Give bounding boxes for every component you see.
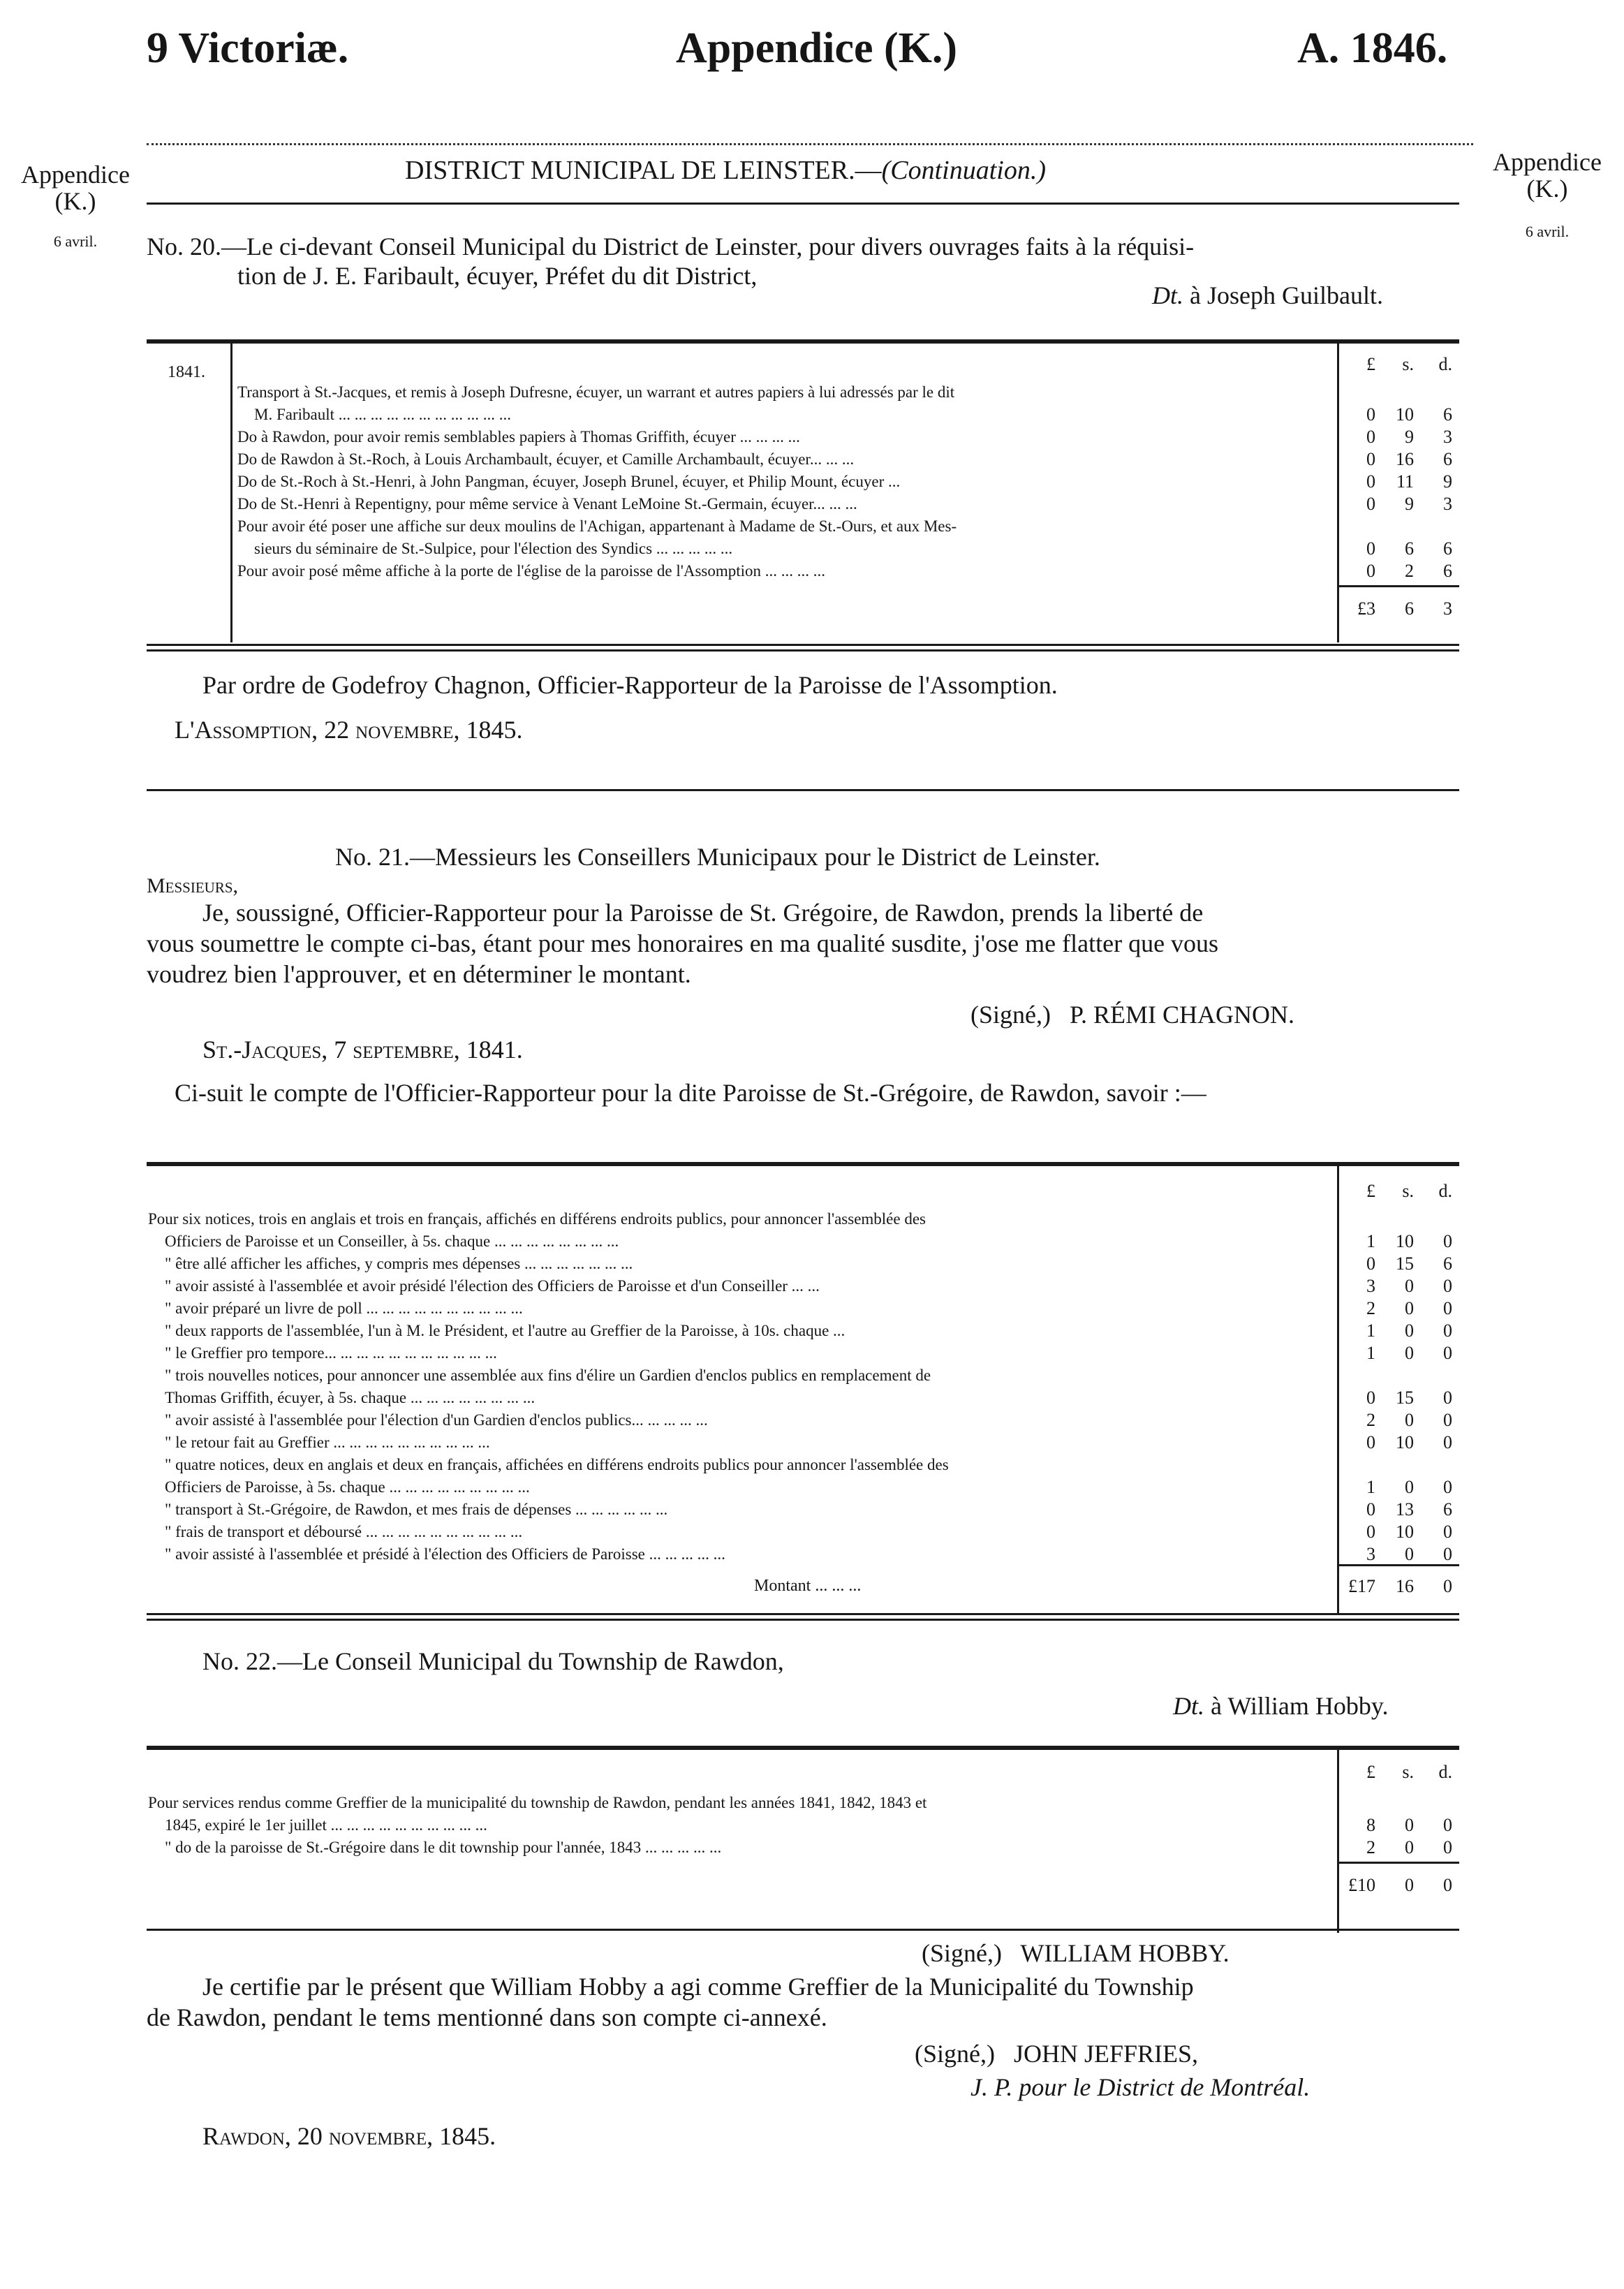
no20-creditor xyxy=(1152,279,1383,312)
no20-amount-pounds: 0 xyxy=(1366,471,1375,492)
no21-amount-divider xyxy=(1337,1166,1339,1613)
no21-item: " trois nouvelles notices, pour annoncer une assemblée aux fins d'élire un Gardien d'enclos publics en remplacement de xyxy=(165,1367,931,1384)
no21-amount-pence: 6 xyxy=(1443,1253,1452,1274)
header-rule xyxy=(147,143,1473,145)
no22-signature-2 xyxy=(915,2038,1198,2070)
no22-table-bottom-rule xyxy=(147,1929,1459,1931)
no20-creditor-name: à Joseph Guilbault. xyxy=(1183,281,1383,309)
no21-amount-row xyxy=(1348,1275,1452,1297)
no20-amount-row xyxy=(1348,538,1452,560)
no21-amount-pounds: 0 xyxy=(1366,1388,1375,1408)
no21-item: " deux rapports de l'assemblée, l'un à M. le Président, et l'autre au Greffier de la Paroisse, à 10s. chaque ... xyxy=(165,1322,846,1339)
no20-item-list xyxy=(237,381,1334,582)
no21-item: Thomas Griffith, écuyer, à 5s. chaque ... ... ... ... ... ... ... ... xyxy=(165,1389,536,1406)
no21-amount-pence: 0 xyxy=(1443,1343,1452,1363)
no20-amount-pence: 3 xyxy=(1443,494,1452,514)
no21-amount-shillings: 0 xyxy=(1405,1298,1414,1318)
no22-amount-pence: 0 xyxy=(1443,1815,1452,1835)
no21-item: " avoir préparé un livre de poll ... ... ... ... ... ... ... ... ... ... xyxy=(165,1300,523,1317)
no22-signer: WILLIAM HOBBY. xyxy=(1020,1939,1230,1967)
no20-item: Pour avoir été poser une affiche sur deux moulins de l'Achigan, appartenant à Madame de St.-Ours, et aux Mes- xyxy=(237,517,957,535)
no20-amount-pounds: 0 xyxy=(1366,494,1375,514)
no21-item: " transport à St.-Grégoire, de Rawdon, et mes frais de dépenses ... ... ... ... ... ... xyxy=(165,1501,668,1518)
no22-amount-pence xyxy=(1424,1792,1452,1814)
no22-title: No. 22.—Le Conseil Municipal du Township de Rawdon, xyxy=(202,1647,784,1675)
no21-title: No. 21.—Messieurs les Conseillers Municipaux pour le District de Leinster. xyxy=(335,843,1100,871)
no22-pound-header: £ xyxy=(1366,1762,1375,1782)
no20-table-bottom-rule-2 xyxy=(147,649,1459,652)
no21-amount-pence: 0 xyxy=(1443,1320,1452,1341)
no20-amount-shillings xyxy=(1386,381,1414,404)
no22-amount-pounds xyxy=(1348,1792,1375,1814)
no22-amount-shillings: 0 xyxy=(1405,1837,1414,1857)
no22-cert-line1: Je certifie par le présent que William Hobby a agi comme Greffier de la Municipalité du Township xyxy=(202,1973,1194,2001)
no21-signature xyxy=(970,999,1294,1031)
no20-amount-shillings: 9 xyxy=(1405,427,1414,447)
no20-amount-row xyxy=(1348,471,1452,493)
no20-table-bottom-rule xyxy=(147,644,1459,646)
no21-table-top-rule xyxy=(147,1162,1459,1166)
no20-heading-line1: No. 20.—Le ci-devant Conseil Municipal du District de Leinster, pour divers ouvrages faits à la réquisi- xyxy=(147,233,1195,260)
no21-item: " quatre notices, deux en anglais et deux en français, affichées en différens endroits publics pour annoncer l'assemblée des xyxy=(165,1456,949,1473)
no21-amount-shillings: 0 xyxy=(1405,1320,1414,1341)
no20-amount-pence: 6 xyxy=(1443,538,1452,559)
margin-left-label: Appendice xyxy=(21,161,130,189)
no21-amount-pounds: 1 xyxy=(1366,1343,1375,1363)
no20-total-shillings: 6 xyxy=(1405,598,1414,619)
no21-amount-row xyxy=(1348,1387,1452,1409)
no22-table-top-rule xyxy=(147,1746,1459,1750)
no20-total xyxy=(1348,598,1452,620)
no22-amount-row xyxy=(1348,1792,1452,1814)
no20-amount-pounds: 0 xyxy=(1366,449,1375,469)
no21-amount-pence: 0 xyxy=(1443,1276,1452,1296)
no20-amount-pounds xyxy=(1348,381,1375,404)
no21-amount-pence: 6 xyxy=(1443,1499,1452,1519)
no21-amount-pence: 0 xyxy=(1443,1410,1452,1430)
no21-amount-row xyxy=(1348,1409,1452,1431)
no21-total-pounds: £17 xyxy=(1348,1576,1375,1596)
no21-amount-shillings: 10 xyxy=(1396,1522,1414,1542)
no20-currency-header xyxy=(1348,353,1452,376)
no20-item: Pour avoir posé même affiche à la porte de l'église de la paroisse de l'Assomption ... ... ... ... xyxy=(237,562,826,580)
no20-amount-pounds: 0 xyxy=(1366,404,1375,425)
no21-item: " avoir assisté à l'assemblée pour l'élection d'un Gardien d'enclos publics... ... ... ... ... xyxy=(165,1411,708,1429)
no22-sum-rule xyxy=(1339,1862,1459,1864)
margin-right-code: (K.) xyxy=(1526,174,1568,203)
no21-table-bottom-rule-2 xyxy=(147,1619,1459,1621)
no22-signed-label: (Signé,) xyxy=(922,1939,1002,1967)
no21-amount-row xyxy=(1348,1208,1452,1230)
no21-signer: P. RÉMI CHAGNON. xyxy=(1069,1001,1295,1029)
no21-body-line2: vous soumettre le compte ci-bas, étant pour mes honoraires en ma qualité susdite, j'ose me flatter que vous xyxy=(147,929,1219,957)
no21-amount-pence: 0 xyxy=(1443,1231,1452,1251)
no21-amount-list xyxy=(1348,1208,1452,1566)
no21-item: " être allé afficher les affiches, y compris mes dépenses ... ... ... ... ... ... ... xyxy=(165,1255,633,1272)
no20-item: M. Faribault ... ... ... ... ... ... ... ... ... ... ... xyxy=(254,406,511,423)
no21-amount-pounds: 0 xyxy=(1366,1432,1375,1452)
no21-amount-pounds: 1 xyxy=(1366,1320,1375,1341)
no20-amount-pence: 6 xyxy=(1443,561,1452,581)
header-left: 9 Victoriæ. xyxy=(147,24,349,72)
no22-amount-pence: 0 xyxy=(1443,1837,1452,1857)
no21-amount-pounds xyxy=(1348,1208,1375,1230)
no22-item-list xyxy=(148,1792,1335,1859)
no20-amount-row xyxy=(1348,560,1452,582)
no20-item: Do à Rawdon, pour avoir remis semblables papiers à Thomas Griffith, écuyer ... ... ... ... xyxy=(237,428,800,446)
no20-amount-row xyxy=(1348,404,1452,426)
no20-amount-row xyxy=(1348,515,1452,538)
no21-amount-shillings: 10 xyxy=(1396,1231,1414,1251)
no21-amount-shillings: 10 xyxy=(1396,1432,1414,1452)
no21-item: Officiers de Paroisse, à 5s. chaque ... ... ... ... ... ... ... ... ... xyxy=(165,1478,530,1496)
no21-amount-pounds: 3 xyxy=(1366,1544,1375,1564)
no20-amount-pence: 6 xyxy=(1443,404,1452,425)
no21-amount-shillings: 13 xyxy=(1396,1499,1414,1519)
no21-table-bottom-rule xyxy=(147,1613,1459,1615)
margin-note-left xyxy=(13,162,138,249)
no21-amount-pence xyxy=(1424,1364,1452,1387)
no21-shilling-header: s. xyxy=(1402,1181,1414,1201)
no21-amount-shillings xyxy=(1386,1364,1414,1387)
no21-item: " le retour fait au Greffier ... ... ... ... ... ... ... ... ... ... xyxy=(165,1434,490,1451)
no20-item: Do de Rawdon à St.-Roch, à Louis Archambault, écuyer, et Camille Archambault, écuyer... ... ... xyxy=(237,450,855,468)
no21-amount-row xyxy=(1348,1521,1452,1543)
no20-item: Transport à St.-Jacques, et remis à Joseph Dufresne, écuyer, un warrant et autres papiers à lui adressés par le dit xyxy=(237,383,955,401)
no21-amount-pence: 0 xyxy=(1443,1477,1452,1497)
no21-total-pence: 0 xyxy=(1443,1576,1452,1596)
no20-amount-row xyxy=(1348,448,1452,471)
no21-amount-shillings: 15 xyxy=(1396,1388,1414,1408)
no21-amount-pounds: 3 xyxy=(1366,1276,1375,1296)
no20-amount-shillings: 16 xyxy=(1396,449,1414,469)
no22-item: 1845, expiré le 1er juillet ... ... ... ... ... ... ... ... ... ... xyxy=(165,1816,487,1834)
no20-item: Do de St.-Roch à St.-Henri, à John Pangman, écuyer, Joseph Brunel, écuyer, et Philip Mount, écuyer ... xyxy=(237,473,901,490)
no20-amount-shillings xyxy=(1386,515,1414,538)
no20-amount-shillings: 6 xyxy=(1405,538,1414,559)
no21-intro: Ci-suit le compte de l'Officier-Rapporteur pour la dite Paroisse de St.-Grégoire, de Rawdon, savoir :— xyxy=(175,1079,1206,1107)
no20-item: sieurs du séminaire de St.-Sulpice, pour l'élection des Syndics ... ... ... ... ... xyxy=(254,540,733,557)
no20-total-pounds: £3 xyxy=(1357,598,1375,619)
no21-amount-row xyxy=(1348,1342,1452,1364)
no21-amount-pence: 0 xyxy=(1443,1388,1452,1408)
no21-amount-pounds: 0 xyxy=(1366,1499,1375,1519)
no21-amount-shillings xyxy=(1386,1454,1414,1476)
no22-item: Pour services rendus comme Greffier de la municipalité du township de Rawdon, pendant les années 1841, 1842, 1843 et xyxy=(148,1794,927,1811)
no22-amount-pounds: 2 xyxy=(1366,1837,1375,1857)
no21-amount-pounds xyxy=(1348,1364,1375,1387)
no22-total-shillings: 0 xyxy=(1405,1875,1414,1895)
no22-signature xyxy=(922,1937,1230,1970)
no22-signer2: JOHN JEFFRIES, xyxy=(1013,2040,1199,2068)
no20-amount-list xyxy=(1348,381,1452,582)
no22-shilling-header: s. xyxy=(1402,1762,1414,1782)
no22-amount-row xyxy=(1348,1814,1452,1837)
no21-amount-row xyxy=(1348,1297,1452,1320)
no21-amount-row xyxy=(1348,1230,1452,1253)
no22-amount-shillings: 0 xyxy=(1405,1815,1414,1835)
no21-amount-row xyxy=(1348,1476,1452,1499)
no20-amount-shillings: 11 xyxy=(1396,471,1414,492)
no21-amount-pounds: 0 xyxy=(1366,1522,1375,1542)
no20-total-pence: 3 xyxy=(1443,598,1452,619)
no21-amount-row xyxy=(1348,1499,1452,1521)
no21-amount-row xyxy=(1348,1253,1452,1275)
section-title-text: DISTRICT MUNICIPAL DE LEINSTER.— xyxy=(405,156,882,185)
no20-dt: Dt. xyxy=(1152,281,1183,309)
no21-amount-row xyxy=(1348,1543,1452,1566)
no20-amount-row xyxy=(1348,426,1452,448)
no21-amount-shillings: 0 xyxy=(1405,1276,1414,1296)
margin-right-label: Appendice xyxy=(1493,148,1602,176)
no20-amount-divider xyxy=(1337,344,1339,642)
no20-table-top-rule xyxy=(147,339,1459,344)
header-center: Appendice (K.) xyxy=(676,24,957,72)
no22-item: " do de la paroisse de St.-Grégoire dans le dit township pour l'année, 1843 ... ... ... ... ... xyxy=(165,1839,722,1856)
section-title-continuation: (Continuation.) xyxy=(881,156,1046,185)
no21-salutation: Messieurs, xyxy=(147,874,239,897)
no22-signer2-title: J. P. pour le District de Montréal. xyxy=(970,2073,1311,2101)
no20-amount-row xyxy=(1348,381,1452,404)
no22-cert-line2: de Rawdon, pendant le tems mentionné dans son compte ci-annexé. xyxy=(147,2003,827,2031)
no20-amount-pounds: 0 xyxy=(1366,561,1375,581)
no22-signed2-label: (Signé,) xyxy=(915,2040,995,2068)
no21-total-shillings: 16 xyxy=(1396,1576,1414,1596)
no22-currency-header xyxy=(1348,1761,1452,1783)
no21-place-date: St.-Jacques, 7 septembre, 1841. xyxy=(202,1036,523,1063)
no21-pence-header: d. xyxy=(1438,1181,1452,1201)
no21-body-line3: voudrez bien l'approuver, et en déterminer le montant. xyxy=(147,960,691,988)
no22-total xyxy=(1348,1874,1452,1897)
no21-amount-pence xyxy=(1424,1454,1452,1476)
no21-amount-pence: 0 xyxy=(1443,1298,1452,1318)
no20-end-rule xyxy=(147,789,1459,791)
no21-item: " avoir assisté à l'assemblée et présidé à l'élection des Officiers de Paroisse ... ... ... ... ... xyxy=(165,1545,725,1563)
no20-amount-pounds xyxy=(1348,515,1375,538)
no21-pound-header: £ xyxy=(1366,1181,1375,1201)
no22-creditor-name: à William Hobby. xyxy=(1204,1692,1389,1720)
no21-amount-shillings: 0 xyxy=(1405,1477,1414,1497)
no21-amount-pounds: 2 xyxy=(1366,1410,1375,1430)
no20-heading-line2: tion de J. E. Faribault, écuyer, Préfet du dit District, xyxy=(237,262,758,290)
no20-sum-rule xyxy=(1339,585,1459,587)
no20-year-divider xyxy=(230,344,232,642)
no21-currency-header xyxy=(1348,1180,1452,1202)
margin-note-right xyxy=(1477,149,1617,240)
no21-amount-shillings: 0 xyxy=(1405,1544,1414,1564)
no22-amount-shillings xyxy=(1386,1792,1414,1814)
no20-pence-header: d. xyxy=(1438,354,1452,374)
no22-total-pounds: £10 xyxy=(1348,1875,1375,1895)
no20-year: 1841. xyxy=(168,363,205,381)
no22-creditor xyxy=(1173,1690,1389,1723)
no21-amount-row xyxy=(1348,1364,1452,1387)
no22-amount-list xyxy=(1348,1792,1452,1859)
no21-amount-pence: 0 xyxy=(1443,1544,1452,1564)
no21-item-list xyxy=(148,1208,1335,1566)
no22-amount-pounds: 8 xyxy=(1366,1815,1375,1835)
no20-order: Par ordre de Godefroy Chagnon, Officier-Rapporteur de la Paroisse de l'Assomption. xyxy=(202,671,1058,699)
no21-amount-row xyxy=(1348,1431,1452,1454)
no21-amount-pence: 0 xyxy=(1443,1522,1452,1542)
no22-amount-row xyxy=(1348,1837,1452,1859)
no21-amount-pounds: 2 xyxy=(1366,1298,1375,1318)
no20-amount-pence: 3 xyxy=(1443,427,1452,447)
no21-amount-row xyxy=(1348,1454,1452,1476)
no21-signed-label: (Signé,) xyxy=(970,1001,1051,1029)
margin-left-code: (K.) xyxy=(54,186,96,215)
section-rule xyxy=(147,203,1459,205)
no20-amount-row xyxy=(1348,493,1452,515)
no21-amount-shillings xyxy=(1386,1208,1414,1230)
no21-amount-pounds xyxy=(1348,1454,1375,1476)
margin-left-date: 6 avril. xyxy=(53,232,98,250)
header-right: A. 1846. xyxy=(1297,24,1448,72)
no21-amount-pounds: 1 xyxy=(1366,1231,1375,1251)
no20-amount-pounds: 0 xyxy=(1366,427,1375,447)
no20-amount-shillings: 10 xyxy=(1396,404,1414,425)
no22-dt: Dt. xyxy=(1173,1692,1204,1720)
no21-amount-pounds: 0 xyxy=(1366,1253,1375,1274)
no21-item: " frais de transport et déboursé ... ... ... ... ... ... ... ... ... ... xyxy=(165,1523,523,1540)
no21-item: " le Greffier pro tempore... ... ... ... ... ... ... ... ... ... ... xyxy=(165,1344,497,1362)
no20-shilling-header: s. xyxy=(1402,354,1414,374)
no21-sum-rule xyxy=(1339,1564,1459,1566)
no20-amount-pence xyxy=(1424,381,1452,404)
no21-amount-pounds: 1 xyxy=(1366,1477,1375,1497)
no21-amount-pence xyxy=(1424,1208,1452,1230)
no20-pound-header: £ xyxy=(1366,354,1375,374)
no22-place-date: Rawdon, 20 novembre, 1845. xyxy=(202,2122,496,2150)
no21-amount-shillings: 0 xyxy=(1405,1343,1414,1363)
no20-amount-pounds: 0 xyxy=(1366,538,1375,559)
no20-amount-pence xyxy=(1424,515,1452,538)
no21-item: Pour six notices, trois en anglais et trois en français, affichés en différens endroits publics, pour annoncer l'assemblée des xyxy=(148,1210,927,1228)
no21-amount-shillings: 15 xyxy=(1396,1253,1414,1274)
no20-place-date: L'Assomption, 22 novembre, 1845. xyxy=(175,716,523,744)
no20-amount-shillings: 2 xyxy=(1405,561,1414,581)
no22-pence-header: d. xyxy=(1438,1762,1452,1782)
no21-amount-shillings: 0 xyxy=(1405,1410,1414,1430)
no21-body-line1: Je, soussigné, Officier-Rapporteur pour la Paroisse de St. Grégoire, de Rawdon, prends la liberté de xyxy=(202,899,1204,927)
no21-item: Officiers de Paroisse et un Conseiller, à 5s. chaque ... ... ... ... ... ... ... ... xyxy=(165,1232,619,1250)
no21-item: " avoir assisté à l'assemblée et avoir présidé l'élection des Officiers de Paroisse et d'un Conseiller ... ... xyxy=(165,1277,820,1295)
no20-amount-shillings: 9 xyxy=(1405,494,1414,514)
no20-item: Do de St.-Henri à Repentigny, pour même service à Venant LeMoine St.-Germain, écuyer... ... ... xyxy=(237,495,857,513)
no22-total-pence: 0 xyxy=(1443,1875,1452,1895)
no20-amount-pence: 6 xyxy=(1443,449,1452,469)
margin-right-date: 6 avril. xyxy=(1525,222,1570,240)
no22-amount-divider xyxy=(1337,1750,1339,1933)
no21-total-label: Montant ... ... ... xyxy=(754,1577,862,1595)
section-title xyxy=(405,155,1046,186)
no20-amount-pence: 9 xyxy=(1443,471,1452,492)
no21-amount-row xyxy=(1348,1320,1452,1342)
no21-total xyxy=(1348,1575,1452,1598)
no21-amount-pence: 0 xyxy=(1443,1432,1452,1452)
